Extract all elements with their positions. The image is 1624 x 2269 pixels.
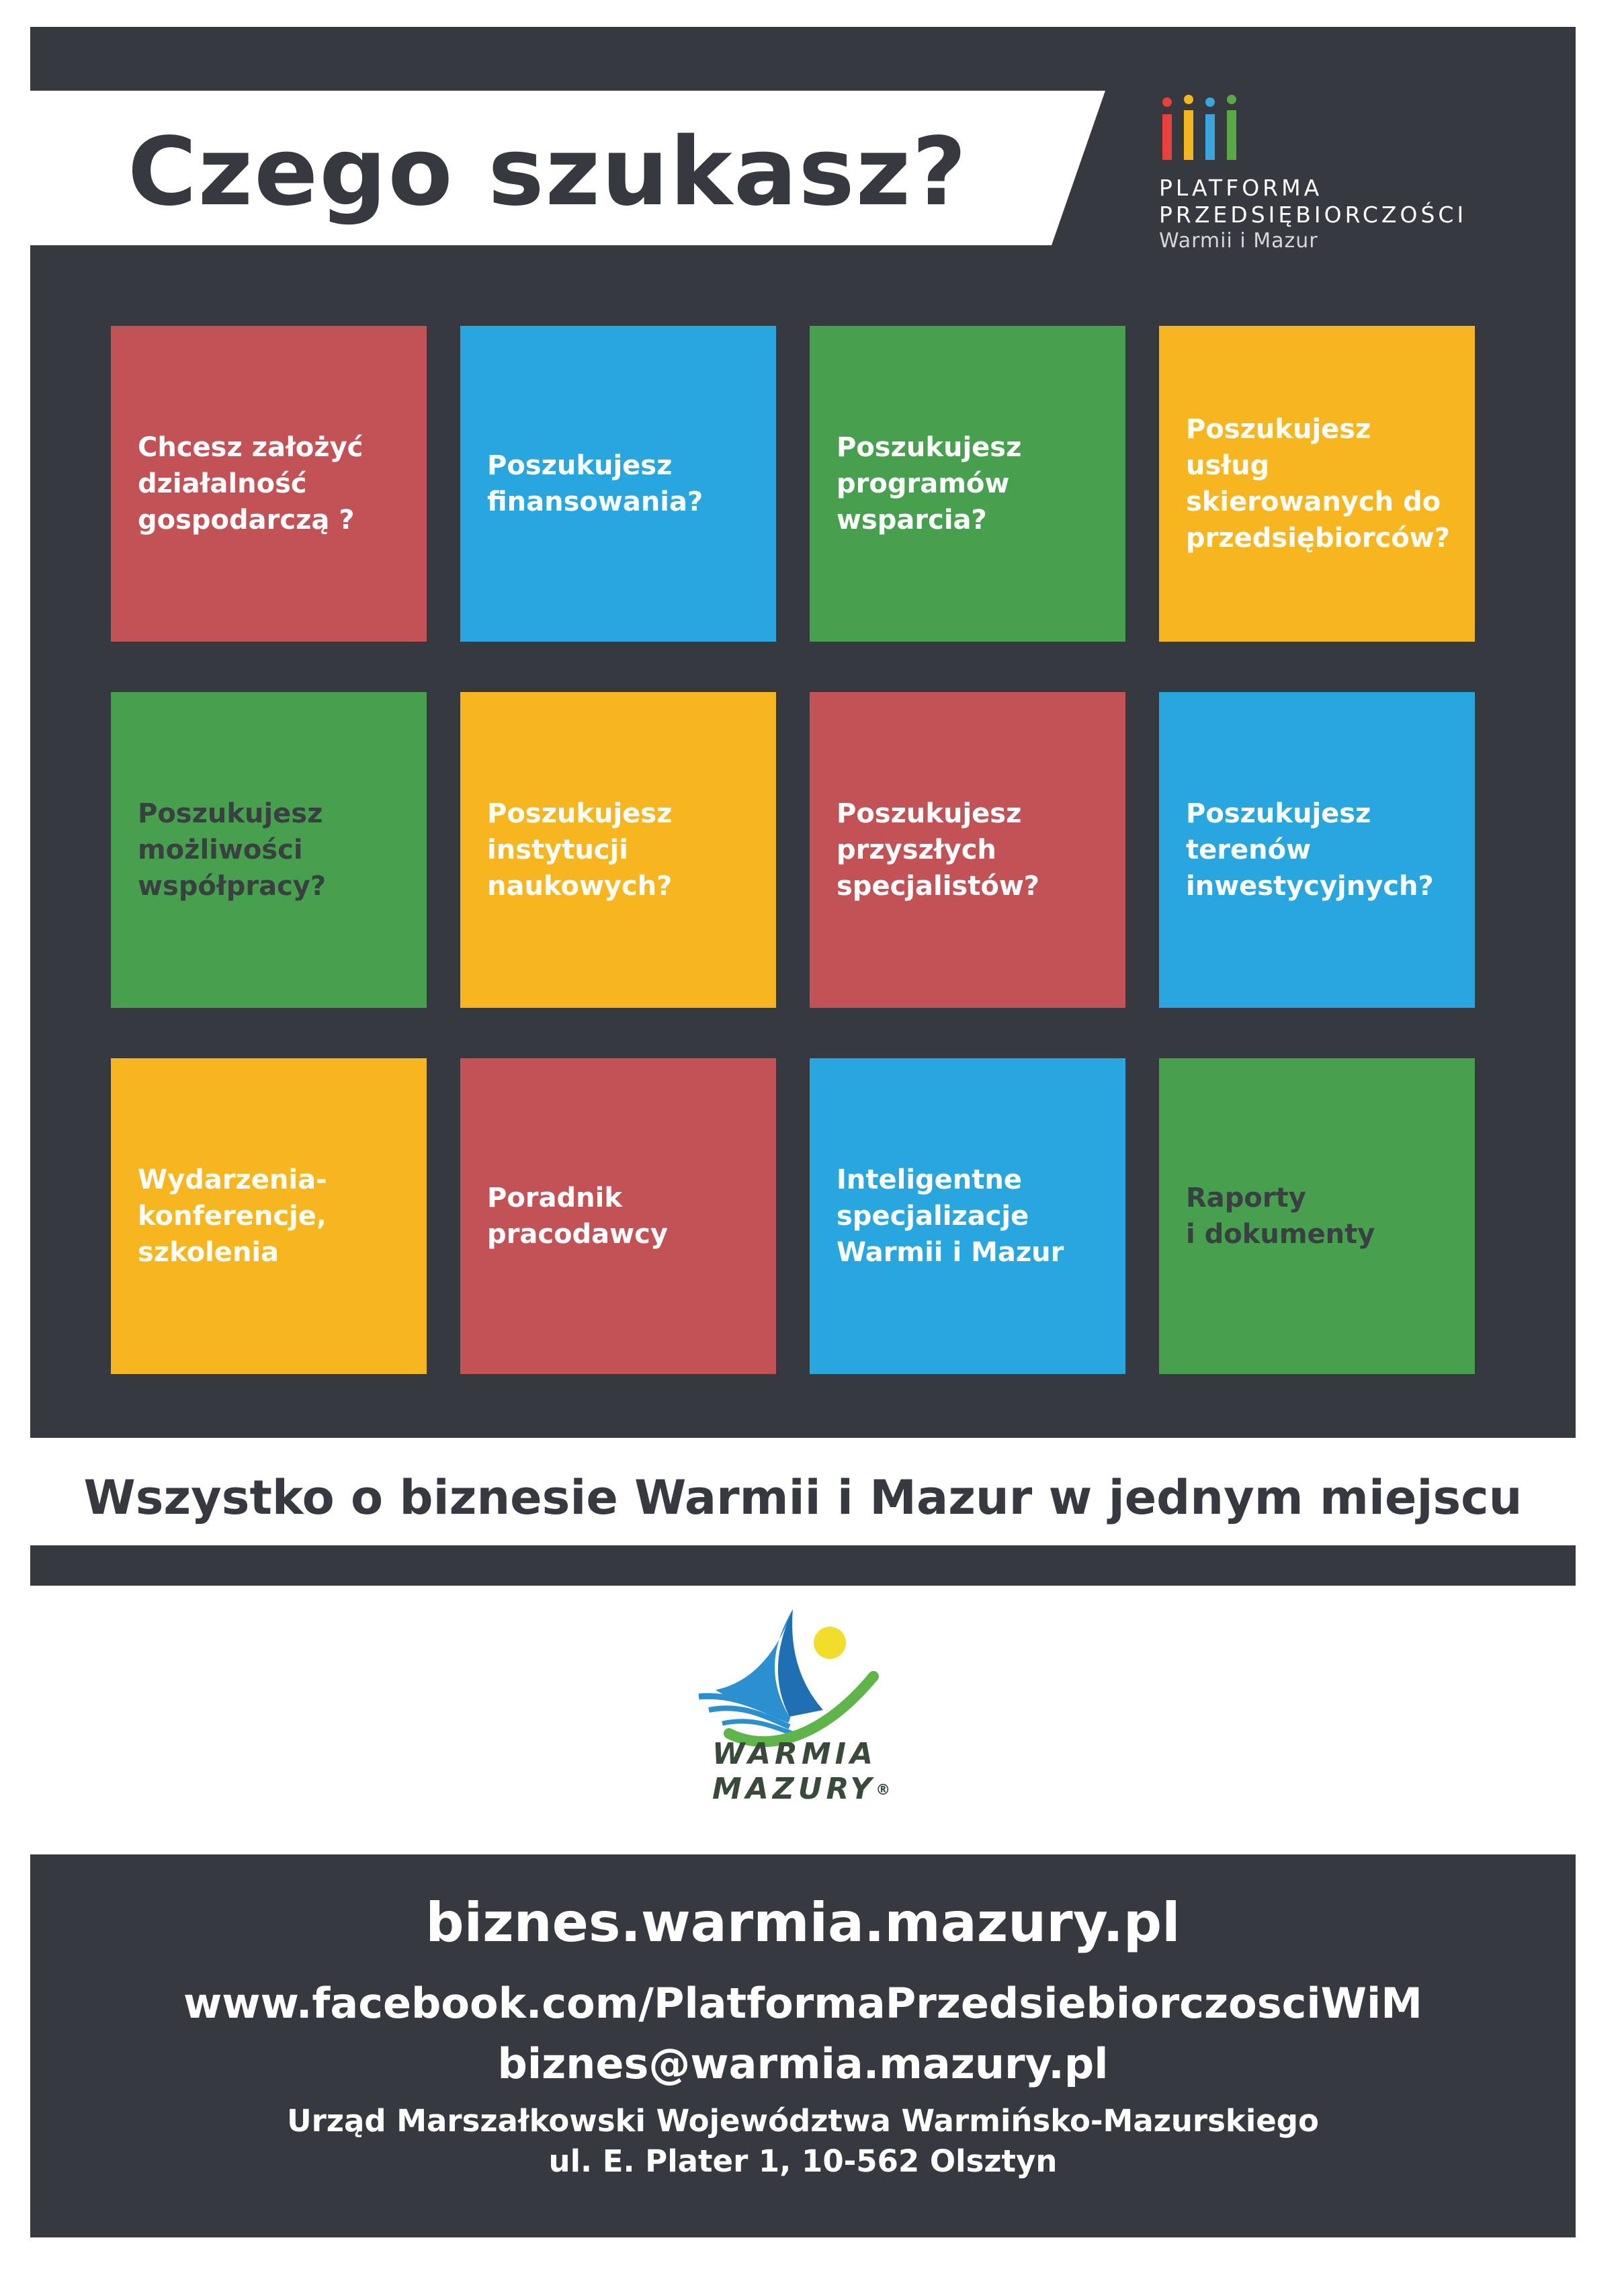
- warmia-mazury-wordmark: [712, 1737, 927, 1808]
- facebook-link[interactable]: www.facebook.com/PlatformaPrzedsiebiorczosciWiM: [183, 1979, 1422, 2028]
- logo-line-platforma: PLATFORMA: [1159, 175, 1323, 201]
- office-name: Urząd Marszałkowski Województwa Warmińsko-Mazurskiego: [287, 2103, 1319, 2139]
- poster: [30, 27, 1576, 2237]
- logo-line-przedsiebiorczosci: PRZEDSIĘBIORCZOŚCI: [1159, 202, 1467, 228]
- tile-label: Poszukujesz finansowania?: [487, 450, 703, 517]
- tile-reports-documents[interactable]: [1159, 1058, 1475, 1374]
- wordmark-line-mazury-row: [712, 1772, 927, 1808]
- tagline: Wszystko o biznesie Warmii i Mazur w jednym miejscu: [83, 1470, 1523, 1525]
- registered-mark: ®: [875, 1782, 891, 1799]
- tile-label: Poradnik pracodawcy: [487, 1183, 668, 1250]
- tile-label: Poszukujesz możliwości współpracy?: [138, 798, 327, 902]
- tile-label: Wydarzenia- konferencje, szkolenia: [138, 1164, 327, 1268]
- tile-label: Poszukujesz przyszłych specjalistów?: [837, 798, 1039, 902]
- tile-label: Chcesz założyć działalność gospodarczą ?: [138, 432, 364, 536]
- tile-cooperation[interactable]: [111, 692, 427, 1008]
- tile-support-programs[interactable]: [810, 326, 1125, 642]
- platform-logo: [1159, 94, 1495, 255]
- tile-events[interactable]: [111, 1058, 427, 1374]
- tile-label: Inteligentne specjalizacje Warmii i Mazur: [837, 1164, 1064, 1268]
- website-link[interactable]: biznes.warmia.mazury.pl: [425, 1891, 1181, 1954]
- tile-smart-specializations[interactable]: [810, 1058, 1125, 1374]
- tile-research-institutions[interactable]: [460, 692, 776, 1008]
- tile-employer-guide[interactable]: [460, 1058, 776, 1374]
- tile-label: Poszukujesz usług skierowanych do przedsiębiorców?: [1186, 414, 1450, 554]
- wordmark-line-warmia: WARMIA: [712, 1737, 878, 1771]
- email-link[interactable]: biznes@warmia.mazury.pl: [497, 2039, 1109, 2088]
- tile-label: Poszukujesz programów wsparcia?: [837, 432, 1022, 536]
- platform-logo-text: [1159, 175, 1467, 254]
- tile-financing[interactable]: [460, 326, 776, 642]
- logo-line-region: Warmii i Mazur: [1159, 229, 1318, 253]
- tile-investment-areas[interactable]: [1159, 692, 1475, 1008]
- tile-future-specialists[interactable]: [810, 692, 1125, 1008]
- colored-bars-icon: [1159, 94, 1246, 161]
- tile-label: Poszukujesz terenów inwestycyjnych?: [1186, 798, 1434, 902]
- tile-label: Raporty i dokumenty: [1186, 1183, 1375, 1250]
- tile-start-business[interactable]: [111, 326, 427, 642]
- tile-business-services[interactable]: [1159, 326, 1475, 642]
- wordmark-line-mazury: MAZURY: [712, 1772, 876, 1806]
- page-title: Czego szukasz?: [128, 118, 968, 227]
- office-address: ul. E. Plater 1, 10-562 Olsztyn: [548, 2143, 1058, 2179]
- tile-label: Poszukujesz instytucji naukowych?: [487, 798, 673, 902]
